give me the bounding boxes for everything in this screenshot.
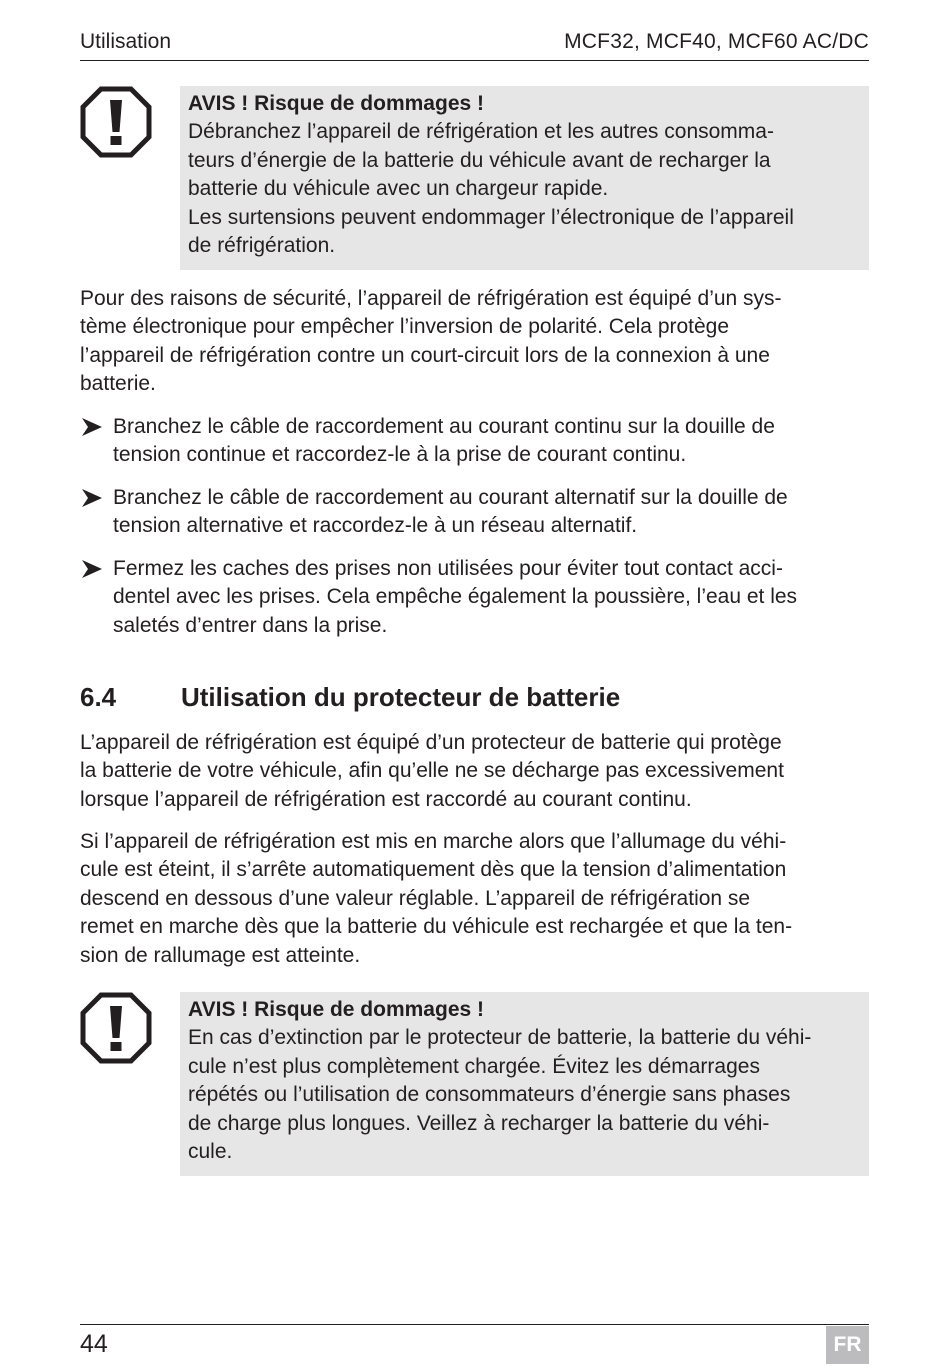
warning-octagon-icon	[80, 992, 152, 1064]
arrow-right-icon	[80, 486, 104, 510]
paragraph-line: la batterie de votre véhicule, afin qu’elle ne se décharge pas excessivement	[80, 759, 784, 783]
page-number: 44	[80, 1330, 108, 1358]
paragraph-line: l’appareil de réfrigération contre un court-circuit lors de la connexion à une	[80, 343, 770, 367]
battery-protector-paragraph	[80, 729, 869, 814]
step-line: Branchez le câble de raccordement au courant alternatif sur la douille de	[113, 486, 788, 509]
intro-paragraph	[80, 285, 869, 399]
notice-line: Débranchez l’appareil de réfrigération et les autres consomma-	[188, 120, 774, 144]
notice-title: AVIS ! Risque de dommages !	[188, 92, 484, 115]
step-text	[113, 413, 869, 470]
arrow-right-icon	[80, 415, 104, 439]
paragraph-line: Si l’appareil de réfrigération est mis en marche alors que l’allumage du véhi-	[80, 830, 787, 853]
paragraph-line: cule est éteint, il s’arrête automatiquement dès que la tension d’alimentation	[80, 858, 787, 882]
step-line: tension continue et raccordez-le à la prise de courant continu.	[113, 443, 687, 467]
notice-line: répétés ou l’utilisation de consommateurs d’énergie sans phases	[188, 1083, 791, 1107]
paragraph-line: tème électronique pour empêcher l’inversion de polarité. Cela protège	[80, 315, 730, 339]
header-model-names: MCF32, MCF40, MCF60 AC/DC	[564, 30, 869, 53]
notice-line: cule.	[188, 1140, 233, 1164]
notice-line: batterie du véhicule avec un chargeur rapide.	[188, 177, 609, 201]
paragraph-line: sion de rallumage est atteinte.	[80, 943, 361, 967]
notice-line: teurs d’énergie de la batterie du véhicule avant de recharger la	[188, 148, 771, 172]
notice-line: de réfrigération.	[188, 234, 336, 258]
paragraph-line: descend en dessous d’une valeur réglable. L’appareil de réfrigération se	[80, 886, 751, 910]
notice-box	[180, 86, 869, 270]
notice-title: AVIS ! Risque de dommages !	[188, 998, 484, 1021]
section-number: 6.4	[80, 682, 117, 712]
step-line: tension alternative et raccordez-le à un réseau alternatif.	[113, 514, 638, 538]
paragraph-line: remet en marche dès que la batterie du véhicule est rechargée et que la ten-	[80, 915, 793, 939]
notice-line: cule n’est plus complètement chargée. Évitez les démarrages	[188, 1054, 760, 1078]
paragraph-line: lorsque l’appareil de réfrigération est raccordé au courant continu.	[80, 787, 692, 811]
notice-line: En cas d’extinction par le protecteur de batterie, la batterie du véhi-	[188, 1026, 812, 1050]
notice-line: de charge plus longues. Veillez à recharger la batterie du véhi-	[188, 1111, 770, 1135]
auto-shutdown-paragraph	[80, 828, 869, 970]
step-text	[113, 484, 869, 541]
step-line: Fermez les caches des prises non utilisées pour éviter tout contact acci-	[113, 557, 783, 580]
paragraph-line: batterie.	[80, 372, 156, 396]
step-line: saletés d’entrer dans la prise.	[113, 613, 388, 637]
language-badge: FR	[826, 1326, 869, 1364]
section-title: Utilisation du protecteur de batterie	[181, 682, 621, 712]
paragraph-line: Pour des raisons de sécurité, l’appareil de réfrigération est équipé d’un sys-	[80, 287, 782, 310]
notice-box	[180, 992, 869, 1176]
paragraph-line: L’appareil de réfrigération est équipé d’un protecteur de batterie qui protège	[80, 731, 782, 754]
warning-octagon-icon	[80, 86, 152, 158]
step-line: dentel avec les prises. Cela empêche également la poussière, l’eau et les	[113, 585, 798, 609]
notice-line: Les surtensions peuvent endommager l’électronique de l’appareil	[188, 205, 794, 229]
footer-divider	[80, 1324, 869, 1325]
step-text	[113, 555, 869, 640]
page-header	[80, 28, 869, 61]
arrow-right-icon	[80, 557, 104, 581]
header-section-name: Utilisation	[80, 30, 172, 53]
step-line: Branchez le câble de raccordement au courant continu sur la douille de	[113, 415, 775, 438]
